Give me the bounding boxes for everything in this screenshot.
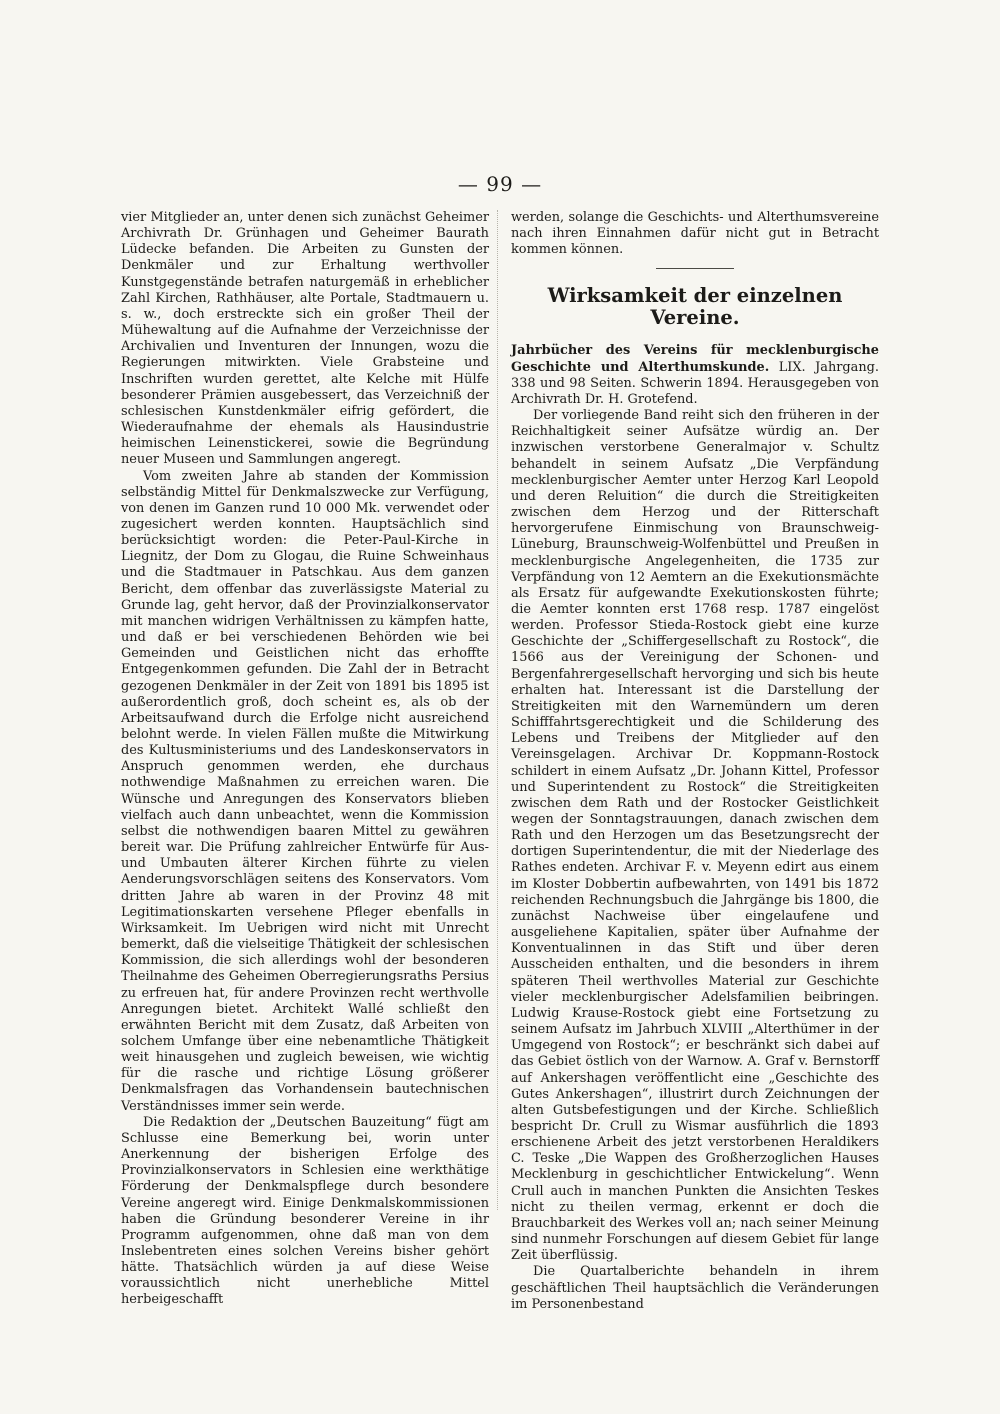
page-number: — 99 — (457, 172, 543, 196)
left-paragraph: vier Mitglieder an, unter denen sich zunächst Geheimer Archivrath Dr. Grünhagen und Geheimer Baurath Lüdecke befanden. Die Arbeiten zu Gunsten der Denkmäler und zur Erhaltung werthvoller Kunstgegenstände betrafen naturgemäß in erheblicher Zahl Kirchen, Rathhäuser, alte Portale, Stadtmauern u. s. w., doch erstreckte sich ein großer Theil der Mühewaltung auf die Aufnahme der Verzeichnisse der Archivalien und Inventuren der Innungen, wozu die Regierungen mitwirkten. Viele Grabsteine und Inschriften wurden gerettet, alte Kelche mit Hülfe besonderer Prämien ausgebessert, das Verzeichniß der schlesischen Kunstdenkmäler eifrig gefördert, die Wiederaufnahme der ehemals als Hausindustrie heimischen Leinenstickerei, sowie die Begründung neuer Museen und Sammlungen angeregt. (121, 210, 489, 468)
right-continuation: werden, solange die Geschichts- und Alterthumsvereine nach ihren Einnahmen dafür nicht gut in Betracht kommen können. (511, 210, 879, 258)
right-paragraph: Die Quartalberichte behandeln in ihrem geschäftlichen Theil hauptsächlich die Veränderungen im Personenbestand (511, 1264, 879, 1312)
entry-meta: LIX. Jahrgang. 338 und 98 Seiten. Schwerin 1894. Herausgegeben von Archivrath Dr. H. Grotefend. (511, 359, 880, 407)
left-paragraph: Vom zweiten Jahre ab standen der Kommission selbständig Mittel für Denkmalszwecke zur Verfügung, von denen im Ganzen rund 10 000 Mk. verwendet oder zugesichert werden konnten. Hauptsächlich sind berücksichtigt worden: die Peter-Paul-Kirche in Liegnitz, der Dom zu Glogau, die Ruine Schweinhaus und die Stadtmauer in Patschkau. Aus dem ganzen Bericht, dem offenbar das zuverlässigste Material zu Grunde lag, geht hervor, daß der Provinzialkonservator mit manchen widrigen Verhältnissen zu kämpfen hatte, und daß er bei verschiedenen Behörden wie bei Gemeinden und Geistlichen nicht das erhoffte Entgegenkommen gefunden. Die Zahl der in Betracht gezogenen Denkmäler in der Zeit von 1891 bis 1895 ist außerordentlich groß, doch scheint es, als ob der Arbeitsaufwand durch die Erfolge nicht ausreichend belohnt werde. In vielen Fällen mußte die Mitwirkung des Kultusministeriums und des Landeskonservators in Anspruch genommen werden, ehe durchaus nothwendige Maßnahmen zu erreichen waren. Die Wünsche und Anregungen des Konservators blieben vielfach auch dann unbeachtet, wenn die Kommission selbst die nothwendigen baaren Mittel zu gewähren bereit war. Die Prüfung zahlreicher Entwürfe für Aus- und Umbauten älterer Kirchen führte zu vielen Aenderungsvorschlägen seitens des Konservators. Vom dritten Jahre ab waren in der Provinz 48 mit Legitimationskarten versehene Pfleger ebenfalls in Wirksamkeit. Im Uebrigen wird nicht mit Unrecht bemerkt, daß die vielseitige Thätigkeit der schlesischen Kommission, die sich allerdings wohl der besonderen Theilnahme des Geheimen Oberregierungsraths Persius zu erfreuen hat, für andere Provinzen recht werthvolle Anregungen bietet. Architekt Wallé schließt den erwähnten Bericht mit dem Zusatz, daß Arbeiten von solchem Umfange über eine nebenamtliche Thätigkeit weit hinausgehen und zugleich beweisen, wie wichtig für die rasche und richtige Lösung größerer Denkmalsfragen das Vorhandensein bautechnischen Verständnisses immer sein werde. (121, 468, 489, 1114)
right-column (511, 210, 879, 1313)
left-paragraph: Die Redaktion der „Deutschen Bauzeitung“ fügt am Schlusse eine Bemerkung bei, worin unter Anerkennung der bisherigen Erfolge des Provinzialkonservators in Schlesien eine werkthätige Förderung der Denkmalspflege durch besondere Vereine angeregt wird. Einige Denkmalskommissionen haben die Gründung besonderer Vereine in ihr Programm aufgenommen, ohne daß man von dem Inslebentreten eines solchen Vereins bisher gehört hätte. Thatsächlich würden ja auf diese Weise voraussichtlich nicht unerhebliche Mittel herbeigeschafft (121, 1114, 489, 1308)
left-column (121, 210, 489, 1309)
column-divider (497, 210, 498, 1210)
entry-citation (511, 343, 879, 408)
entry-title: Jahrbücher des Vereins für mecklenburgische Geschichte und Alterthumskunde. (511, 343, 879, 375)
right-paragraph: Der vorliegende Band reiht sich den früheren in der Reichhaltigkeit seiner Aufsätze würdig an. Der inzwischen verstorbene Generalmajor v. Schultz behandelt in seinem Aufsatz „Die Verpfändung mecklenburgischer Aemter unter Herzog Karl Leopold und deren Reluition“ die durch die Streitigkeiten zwischen dem Herzog und der Ritterschaft hervorgerufene Einmischung von Braunschweig-Lüneburg, Braunschweig-Wolfenbüttel und Preußen in mecklenburgische Angelegenheiten, die 1735 zur Verpfändung von 12 Aemtern an die Exekutionsmächte als Ersatz für aufgewandte Exekutionskosten führte; die Aemter konnten erst 1768 resp. 1787 eingelöst werden. Professor Stieda-Rostock giebt eine kurze Geschichte der „Schiffergesellschaft zu Rostock“, die 1566 aus der Vereinigung der Schonen- und Bergenfahrergesellschaft hervorging und sich bis heute erhalten hat. Interessant ist die Darstellung der Streitigkeiten mit den Warnemündern um deren Schifffahrtsgerechtigkeit und die Schilderung des Lebens und Treibens der Mitglieder auf den Vereinsgelagen. Archivar Dr. Koppmann-Rostock schildert in einem Aufsatz „Dr. Johann Kittel, Professor und Superintendent zu Rostock“ die Streitigkeiten zwischen dem Rath und der Rostocker Geistlichkeit wegen der Sonntagstrauungen, danach zwischen dem Rath und den Herzogen um das Besetzungsrecht der dortigen Superintendentur, die mit der Niederlage des Rathes endeten. Archivar F. v. Meyenn edirt aus einem im Kloster Dobbertin aufbewahrten, von 1491 bis 1872 reichenden Rechnungsbuch die Jahrgänge bis 1800, die zunächst Nachweise über eingelaufene und ausgeliehene Kapitalien, später über Aufnahme der Konventualinnen in das Stift und über deren Ausscheiden enthalten, und die besonders in ihrem späteren Theil werthvolles Material zur Geschichte vieler mecklenburgischer Adelsfamilien beibringen. Ludwig Krause-Rostock giebt eine Fortsetzung zu seinem Aufsatz im Jahrbuch XLVIII „Alterthümer in der Umgegend von Rostock“; er beschränkt sich dabei auf das Gebiet östlich von der Warnow. A. Graf v. Bernstorff auf Ankershagen veröffentlicht eine „Geschichte des Gutes Ankershagen“, illustrirt durch Zeichnungen der alten Gutsbefestigungen und der Kirche. Schließlich bespricht Dr. Crull zu Wismar ausführlich die 1893 erschienene Arbeit des jetzt verstorbenen Heraldikers C. Teske „Die Wappen des Großherzoglichen Hauses Mecklenburg in geschichtlicher Entwickelung“. Wenn Crull auch in manchen Punkten die Ansichten Teskes nicht zu theilen vermag, erkennt er doch die Brauchbarkeit des Werkes voll an; nach seiner Meinung sind nunmehr Forschungen auf diesem Gebiet für lange Zeit überflüssig. (511, 408, 879, 1264)
section-rule (656, 268, 734, 269)
section-heading: Wirksamkeit der einzelnen Vereine. (547, 284, 843, 330)
